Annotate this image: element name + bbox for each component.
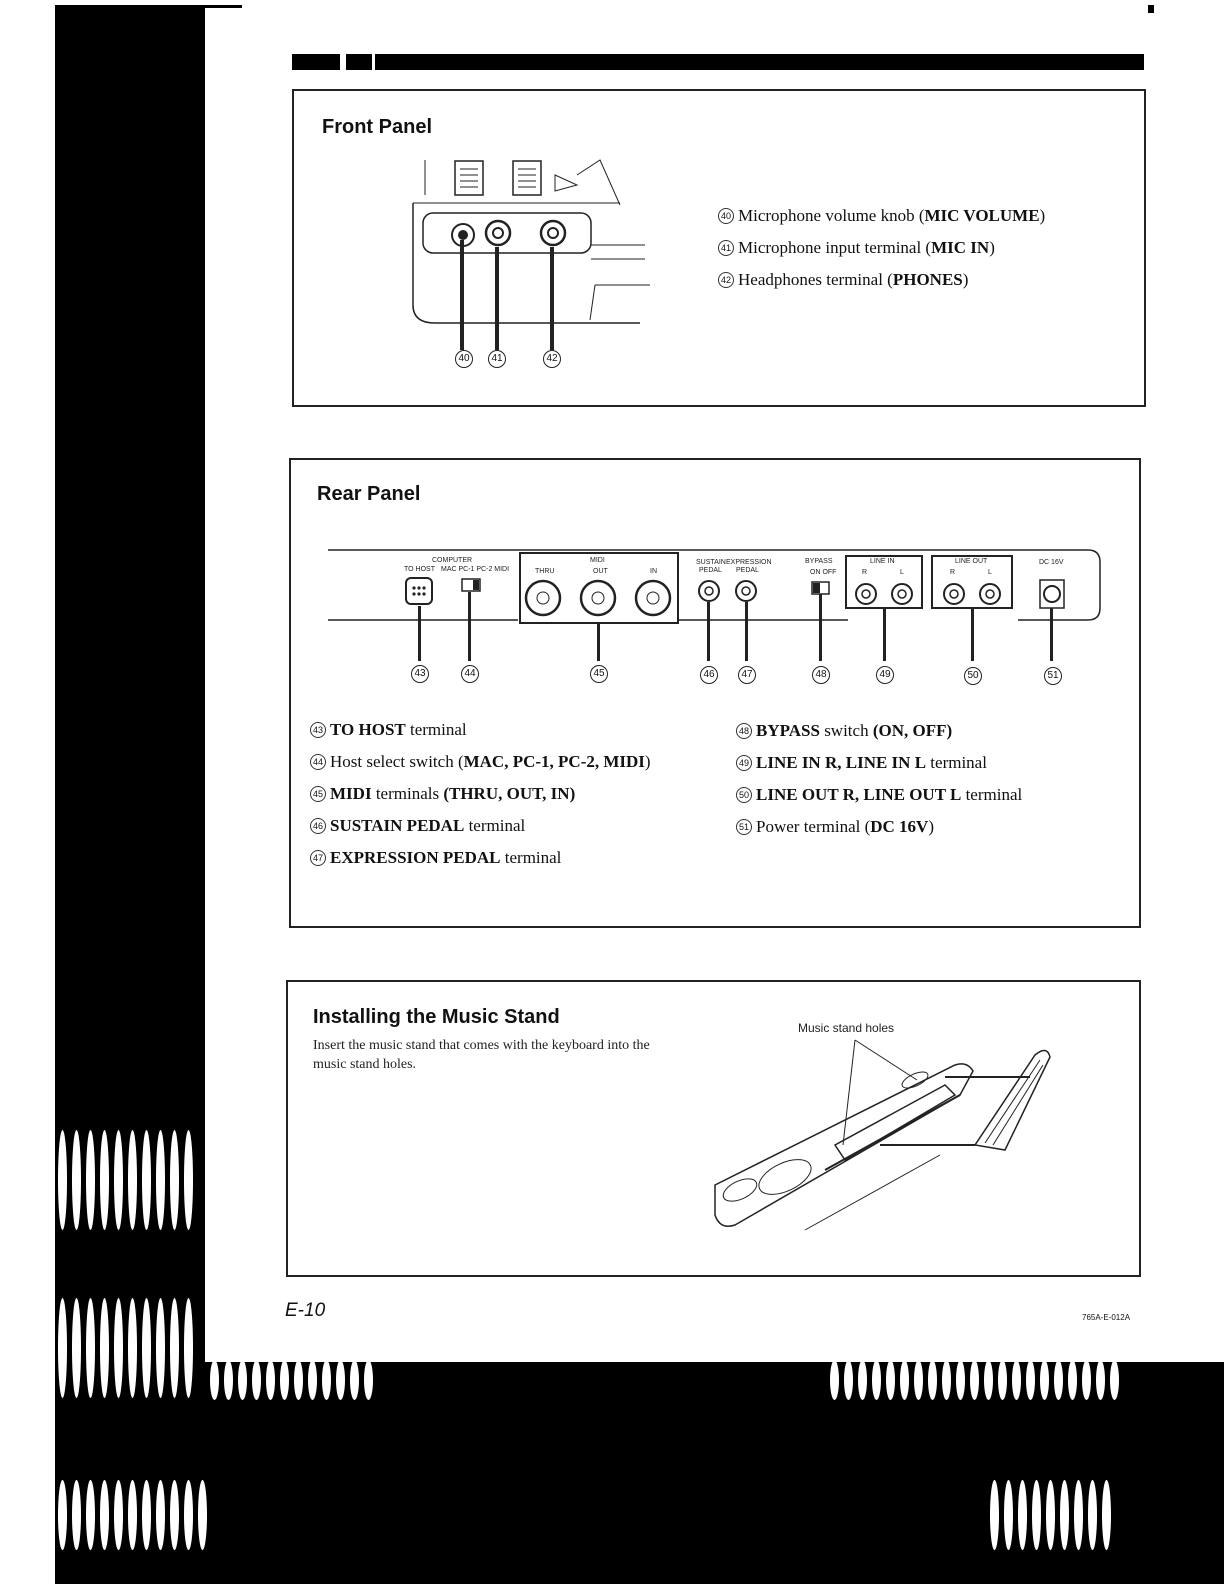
scan-artifact-stripes — [58, 1130, 193, 1230]
list-item: 45 MIDI terminals (THRU, OUT, IN) — [310, 778, 651, 810]
callout-46: 46 — [700, 666, 718, 684]
callout-48: 48 — [812, 666, 830, 684]
label-midi: MIDI — [590, 557, 605, 564]
label-to-host: TO HOST — [404, 566, 435, 573]
music-stand-diagram — [705, 1035, 1065, 1235]
music-stand-description: Insert the music stand that comes with the keyboard into the music stand holes. — [313, 1038, 650, 1072]
callout-50: 50 — [964, 667, 982, 685]
label-thru: THRU — [535, 568, 555, 575]
label-host-select: MAC PC-1 PC-2 MIDI — [441, 566, 510, 573]
label-line-out: LINE OUT — [955, 558, 988, 565]
list-item: 50 LINE OUT R, LINE OUT L terminal — [736, 779, 1022, 811]
list-item: 47 EXPRESSION PEDAL terminal — [310, 842, 651, 874]
list-item: 46 SUSTAIN PEDAL terminal — [310, 810, 651, 842]
callout-51: 51 — [1044, 667, 1062, 685]
label-computer: COMPUTER — [432, 557, 473, 564]
section-header-bar — [292, 54, 1144, 70]
callout-49: 49 — [876, 666, 894, 684]
callout-43: 43 — [411, 665, 429, 683]
scan-artifact-stripes — [58, 1298, 193, 1398]
scan-artifact-stripes — [58, 1480, 207, 1550]
label-line-in-r: R — [862, 569, 868, 576]
label-on-off: ON OFF — [810, 569, 837, 576]
label-line-out-r: R — [950, 569, 956, 576]
scan-artifact-stripes — [210, 1360, 373, 1400]
list-item: 49 LINE IN R, LINE IN L terminal — [736, 747, 1022, 779]
label-in: IN — [650, 568, 657, 575]
music-stand-holes-label: Music stand holes — [798, 1021, 895, 1035]
scan-artifact-stripes — [990, 1480, 1111, 1550]
page-number: E-10 — [285, 1300, 326, 1321]
label-line-in: LINE IN — [870, 558, 895, 565]
list-item: 43 TO HOST terminal — [310, 714, 651, 746]
callout-44: 44 — [461, 665, 479, 683]
front-panel-items — [718, 200, 1045, 296]
label-line-out-l: L — [988, 569, 992, 576]
rear-panel-title: Rear Panel — [317, 483, 421, 505]
label-out: OUT — [593, 568, 608, 575]
rear-panel-items-right — [736, 715, 1022, 843]
list-item: 42 Headphones terminal (PHONES) — [718, 264, 1045, 296]
list-item: 48 BYPASS switch (ON, OFF) — [736, 715, 1022, 747]
front-panel-diagram — [405, 155, 655, 355]
label-line-in-l: L — [900, 569, 904, 576]
scan-artifact-stripes — [830, 1360, 1119, 1400]
label-pedal-expression: PEDAL — [736, 567, 759, 574]
scan-mark — [205, 5, 242, 8]
callout-45: 45 — [590, 665, 608, 683]
callout-42: 42 — [543, 350, 561, 368]
label-bypass: BYPASS — [805, 558, 833, 565]
music-stand-title: Installing the Music Stand — [313, 1006, 560, 1028]
label-sustain: SUSTAIN — [696, 559, 726, 566]
label-dc: DC 16V — [1039, 559, 1064, 566]
list-item: 44 Host select switch (MAC, PC-1, PC-2, MIDI) — [310, 746, 651, 778]
list-item: 51 Power terminal (DC 16V) — [736, 811, 1022, 843]
list-item: 40 Microphone volume knob (MIC VOLUME) — [718, 200, 1045, 232]
list-item: 41 Microphone input terminal (MIC IN) — [718, 232, 1045, 264]
label-expression: EXPRESSION — [726, 559, 772, 566]
scan-mark — [1148, 5, 1154, 13]
callout-40: 40 — [455, 350, 473, 368]
rear-panel-items-left — [310, 714, 651, 874]
front-panel-title: Front Panel — [322, 116, 433, 138]
callout-41: 41 — [488, 350, 506, 368]
document-code: 765A-E-012A — [1082, 1313, 1131, 1322]
label-pedal-sustain: PEDAL — [699, 567, 722, 574]
callout-47: 47 — [738, 666, 756, 684]
